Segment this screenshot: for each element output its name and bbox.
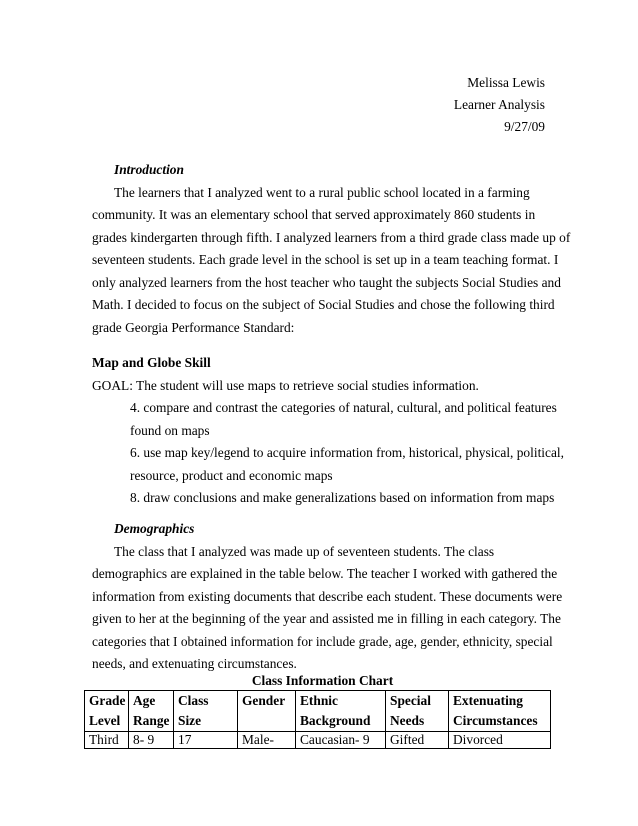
- paragraph-line: seventeen students. Each grade level in the school is set up in a team teaching format. I: [92, 252, 559, 267]
- paragraph-line: The learners that I analyzed went to a rural public school located in a farming: [114, 184, 530, 200]
- paragraph-line: grade Georgia Performance Standard:: [92, 319, 295, 335]
- paragraph-line: The class that I analyzed was made up of seventeen students. The class: [114, 543, 495, 559]
- document-header: [454, 72, 545, 138]
- header-gender: [238, 691, 296, 732]
- header-line: Level: [89, 713, 121, 728]
- table-cell: Gifted: [386, 732, 449, 749]
- header-ethnic-background: [296, 691, 386, 732]
- standard-item: found on maps: [130, 422, 210, 438]
- paragraph-line: needs, and extenuating circumstances.: [92, 656, 297, 671]
- paragraph-line: categories that I obtained information for include grade, age, gender, ethnicity, special: [92, 633, 553, 649]
- header-special-needs: [386, 691, 449, 732]
- paragraph-line: only analyzed learners from the host teacher who taught the subjects Social Studies and: [92, 274, 561, 290]
- demographics-section: [92, 518, 563, 676]
- table-cell: Third: [85, 732, 129, 749]
- paragraph-line: Math. I decided to focus on the subject of Social Studies and chose the following third: [92, 297, 555, 312]
- header-grade-level: [85, 691, 129, 732]
- paragraph-line: grades kindergarten through fifth. I analyzed learners from a third grade class made up of: [92, 229, 571, 245]
- document-date: 9/27/09: [504, 119, 545, 134]
- header-line: Range: [133, 713, 170, 728]
- table-cell: 8- 9: [129, 732, 174, 749]
- header-line: Size: [178, 713, 202, 728]
- class-information-table: [84, 690, 551, 749]
- header-line: Gender: [242, 693, 286, 708]
- header-line: Age: [133, 693, 156, 708]
- header-extenuating-circumstances: [449, 691, 551, 732]
- header-class-size: [174, 691, 238, 732]
- standard-item: resource, product and economic maps: [130, 467, 333, 483]
- table-cell: Divorced: [449, 732, 551, 749]
- header-line: Needs: [390, 713, 425, 728]
- standard-item: 6. use map key/legend to acquire information from, historical, physical, political,: [130, 445, 564, 460]
- table-cell: 17: [174, 732, 238, 749]
- table-cell: Male-: [238, 732, 296, 749]
- header-line: Class: [178, 693, 209, 708]
- table-cell: Caucasian- 9: [296, 732, 386, 749]
- standard-item: 8. draw conclusions and make generalizations based on information from maps: [130, 490, 555, 505]
- header-line: Grade: [89, 693, 126, 708]
- paragraph-line: information from existing documents that describe each student. These documents were: [92, 588, 563, 604]
- standard-item: 4. compare and contrast the categories of natural, cultural, and political features: [130, 400, 557, 415]
- header-line: Background: [300, 713, 371, 728]
- table-header-row: [85, 691, 551, 732]
- paragraph-line: community. It was an elementary school that served approximately 860 students in: [92, 207, 536, 222]
- author-name: Melissa Lewis: [467, 75, 545, 90]
- paragraph-line: demographics are explained in the table below. The teacher I worked with gathered the: [92, 566, 558, 581]
- introduction-section: [92, 159, 571, 339]
- table-row: [85, 732, 551, 749]
- map-skill-section: [92, 352, 564, 510]
- header-age-range: [129, 691, 174, 732]
- introduction-heading: Introduction: [114, 162, 184, 177]
- header-line: Circumstances: [453, 713, 538, 728]
- document-title: Learner Analysis: [453, 97, 545, 112]
- header-line: Extenuating: [453, 693, 523, 708]
- header-line: Ethnic: [300, 693, 338, 708]
- map-skill-heading: Map and Globe Skill: [92, 355, 211, 370]
- demographics-heading: Demographics: [114, 521, 195, 536]
- header-line: Special: [390, 693, 431, 708]
- goal-line: GOAL: The student will use maps to retrieve social studies information.: [92, 377, 479, 393]
- paragraph-line: given to her at the beginning of the year and assisted me in filling in each category. The: [92, 611, 561, 626]
- chart-title: Class Information Chart: [251, 673, 394, 688]
